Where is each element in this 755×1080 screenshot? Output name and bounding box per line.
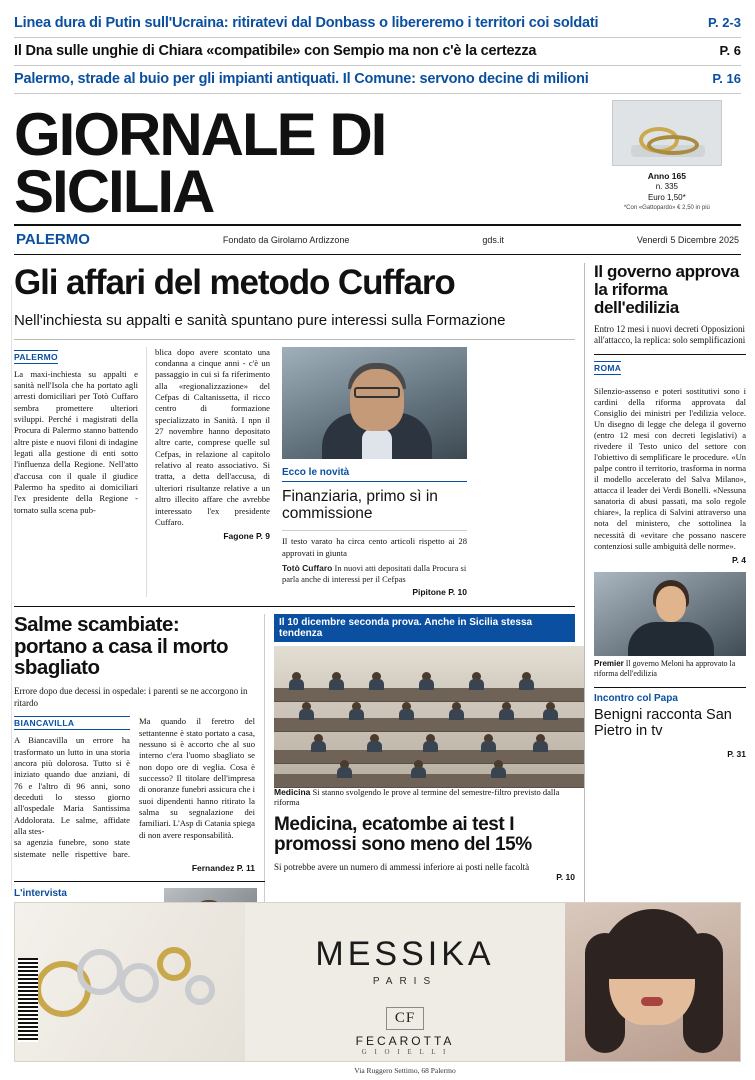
salme-columns (14, 716, 255, 860)
lead-photo-caption-name: Totò Cuffaro (282, 563, 333, 574)
medicina-sub: Si potrebbe avere un numero di ammessi inferiore ai posti nelle facoltà (274, 861, 530, 872)
teaser-page: P. 6 (719, 43, 741, 58)
barcode (18, 958, 38, 1058)
advertisement[interactable] (14, 902, 741, 1075)
ad-address: Via Ruggero Settimo, 68 Palermo (354, 1066, 456, 1075)
masthead-right (593, 100, 741, 212)
edition-website[interactable]: gds.it (482, 234, 504, 245)
issue-number: n. 335 (655, 182, 678, 192)
governo-body: Silenzio-assenso e poteri sostitutivi sono i cardini della riforma approvata dal Consiglio dei ministri per l'edilizia veloce. Un disegno di legge che delega il governo (entro 12 mesi con decreti legislativi) a rivedere il Testo unico del settore con l'obiettivo di semplificare le procedure. «Un palpe contro il territorio, trasforma in norma il modello accelerato del Salva Milano», attacca il leader dei Verdi Bonelli. «Nessuna sanatoria di abusi passati, ma solo regole chiare», la replica di Salvini attraverso una nota del ministero, che sottolinea la necessità di «evitare che possano nascere contenziosi sulle ambiguità delle norme». (594, 385, 746, 551)
medicina-title[interactable]: Medicina, ecatombe ai test I promossi sono meno del 15% (274, 814, 532, 856)
issue-price: Euro 1,50* (647, 193, 686, 203)
ad-retailer-logo: CF (386, 1007, 424, 1030)
lead-col-2 (146, 347, 278, 598)
papa-box (594, 687, 746, 760)
novita-kicker: Ecco le novità (282, 467, 467, 482)
ad-retailer-name: FECAROTTA (355, 1034, 455, 1048)
lead-body-1: La maxi-inchiesta su appalti e sanità nell'Isola che ha portato agli arresti domiciliari per Totò Cuffaro sembra promettere ulteriori sviluppi. Perché i magistrati della Procura di Palermo stanno battendo altre piste e nuovi filoni di indagine legati alla gestione di enti sotto l'influenza della Regione. Nell'atto d'accusa con il quale il giudice Palermo ha spedito ai domiciliari l'ex presidente della Regione - tornato sulla scena pub- (14, 368, 138, 515)
right-column (584, 263, 746, 999)
papa-page[interactable]: P. 31 (727, 749, 746, 760)
lead-story-block (14, 347, 575, 598)
novita-byline-name: Pipitone (412, 587, 446, 598)
barcode-bars (18, 958, 38, 1042)
edition-bar (14, 224, 741, 255)
medicina-caption-text: Si stanno svolgendo le prove al termine del semestre-filtro previsto dalla riforma (274, 787, 560, 808)
teaser-text: Linea dura di Putin sull'Ucraina: ritiratevi dal Donbass o libereremo i territori coi soldati (14, 15, 599, 31)
novita-box (282, 467, 467, 598)
salme-byline (14, 863, 255, 873)
left-rail (0, 285, 12, 890)
newspaper-logo: GIORNALE DI SICILIA (14, 101, 386, 225)
salme-byline-name: Fernandez (191, 863, 235, 874)
ad-brand-sub: PARIS (372, 976, 438, 987)
governo-title[interactable]: Il governo approva la riforma dell'edilizia (594, 262, 739, 317)
ad-jewelry-image (15, 903, 245, 1061)
salme-body-1: A Biancavilla un errore ha trasformato un lutto in una storia ancora più dolorosa. Tutto si è iniziato quando due anziani, di 76 e l'altro di 96 anni, sono deceduti lo stesso giorno all'ospedale Maria Santissima Addolorata. Le salme, affidate alla stes- (14, 735, 130, 837)
medicina-caption-name: Medicina (274, 787, 311, 798)
medicina-strip: Il 10 dicembre seconda prova. Anche in Sicilia stessa tendenza (274, 614, 575, 642)
salme-byline-page[interactable]: P. 11 (236, 863, 255, 874)
edition-date: Venerdì 5 Dicembre 2025 (636, 234, 739, 245)
teaser-text: Palermo, strade al buio per gli impianti antiquati. Il Comune: servono decine di milioni (14, 71, 589, 87)
governo-photo-caption (594, 659, 746, 679)
lead-photo-caption-text: In nuovi atti depositati dalla Procura si parla anche di interessi per il Cefpas (282, 563, 467, 584)
lead-kicker: PALERMO (14, 351, 58, 362)
teaser-item[interactable] (14, 66, 741, 94)
lead-byline-page[interactable]: P. 9 (255, 531, 270, 542)
novita-body: Il testo varato ha circa cento articoli rispetto ai 28 approvati in giunta (282, 530, 467, 559)
governo-photo-caption-name: Premier (594, 658, 624, 668)
teaser-item[interactable] (14, 10, 741, 38)
ad-retailer (245, 1007, 565, 1056)
lead-headline[interactable]: Gli affari del metodo Cuffaro (14, 263, 455, 302)
medicina-page[interactable]: P. 10 (556, 871, 575, 882)
teaser-item[interactable] (14, 38, 741, 66)
teaser-text: Il Dna sulle unghie di Chiara «compatibile» con Sempio ma non c'è la certezza (14, 43, 537, 59)
ad-retailer-sub: G I O I E L L I (361, 1048, 449, 1056)
medicina-caption (274, 787, 575, 807)
ad-brand: MESSIKA (315, 935, 495, 973)
lead-photo-caption (282, 563, 467, 584)
masthead-meta (593, 171, 741, 212)
lead-byline-name: Fagone (223, 531, 254, 542)
content-area (14, 262, 746, 999)
lead-body-2: blica dopo avere scontato una condanna a cinque anni - c'è un passaggio in cui si fa riferimento alla «regionalizzazione» del Cefpas di Caltanissetta, il ricco centro di formazione specializzato in Sanità. I npn il 27 novembre hanno depositato altre carte, comprese quelle sul Cefpas, in relazione al capitolo relativo al reato associativo. Si tratta, a detta dell'accusa, di ulteriori risultanze relative a un altro illecito affare che avrebbe interessato l'ex presidente Cuffaro. (155, 346, 270, 527)
lead-byline (155, 531, 270, 541)
salme-kicker: BIANCAVILLA (14, 716, 130, 730)
issue-year: Anno 165 (647, 171, 686, 181)
divider (14, 339, 575, 340)
papa-kicker: Incontro col Papa (594, 692, 678, 704)
cuffaro-photo (282, 347, 467, 459)
ad-model-image (565, 903, 740, 1061)
novita-byline (282, 587, 467, 597)
teaser-page: P. 16 (712, 71, 741, 86)
lead-subhead: Nell'inchiesta su appalti e sanità spuntano pure interessi sulla Formazione (14, 311, 506, 329)
teaser-page: P. 2-3 (707, 15, 741, 30)
edition-founder: Fondato da Girolamo Ardizzone (222, 234, 350, 245)
salme-body-2: sa agenzia funebre, sono state sistemate nelle rispettive bare. Ma quando il feretro del settantenne è stato portato a casa, nessuno si è accorto che al suo interno c'era l'uomo sbagliato se non dopo ore di veglia. Cosa è successo? Il titolare dell'impresa di onoranze funebri assicura che i suoi dipendenti hanno ritirato la salma su segnalazione dei familiari. L'Asp di Catania spiega di non avere responsabilità. (14, 716, 255, 859)
lecture-hall-photo (274, 646, 584, 784)
lead-col-1 (14, 347, 146, 598)
lead-right-stack (278, 347, 467, 598)
salme-title[interactable]: Salme scambiate: portano a casa il morto sbagliato (14, 613, 229, 680)
ad-center (245, 903, 565, 1075)
teaser-strip (14, 0, 741, 94)
masthead-photo (612, 100, 722, 166)
salme-sub: Errore dopo due decessi in ospedale: i parenti se ne accorgono in ritardo (14, 685, 248, 708)
issue-price-note: *Con «Gattopardo» € 2,50 in più (623, 205, 710, 212)
governo-kicker: ROMA (594, 362, 622, 373)
masthead (14, 100, 741, 225)
meloni-photo (594, 572, 746, 656)
papa-title[interactable]: Benigni racconta San Pietro in tv (594, 706, 732, 739)
governo-sub: Entro 12 mesi i nuovi decreti Opposizioni all'attacco, la replica: solo semplificazioni (594, 324, 746, 355)
governo-page[interactable]: P. 4 (731, 554, 746, 565)
intervista-kicker: L'intervista (14, 888, 67, 900)
novita-byline-page[interactable]: P. 10 (448, 587, 467, 598)
novita-title[interactable]: Finanziaria, primo sì in commissione (282, 487, 438, 523)
ad-messika[interactable] (14, 902, 741, 1075)
lead-photo-wrap (282, 347, 467, 459)
governo-photo-caption-text: Il governo Meloni ha approvato la riforma dell'edilizia (594, 658, 736, 678)
edition-city: PALERMO (16, 231, 90, 248)
main-column (14, 263, 584, 999)
